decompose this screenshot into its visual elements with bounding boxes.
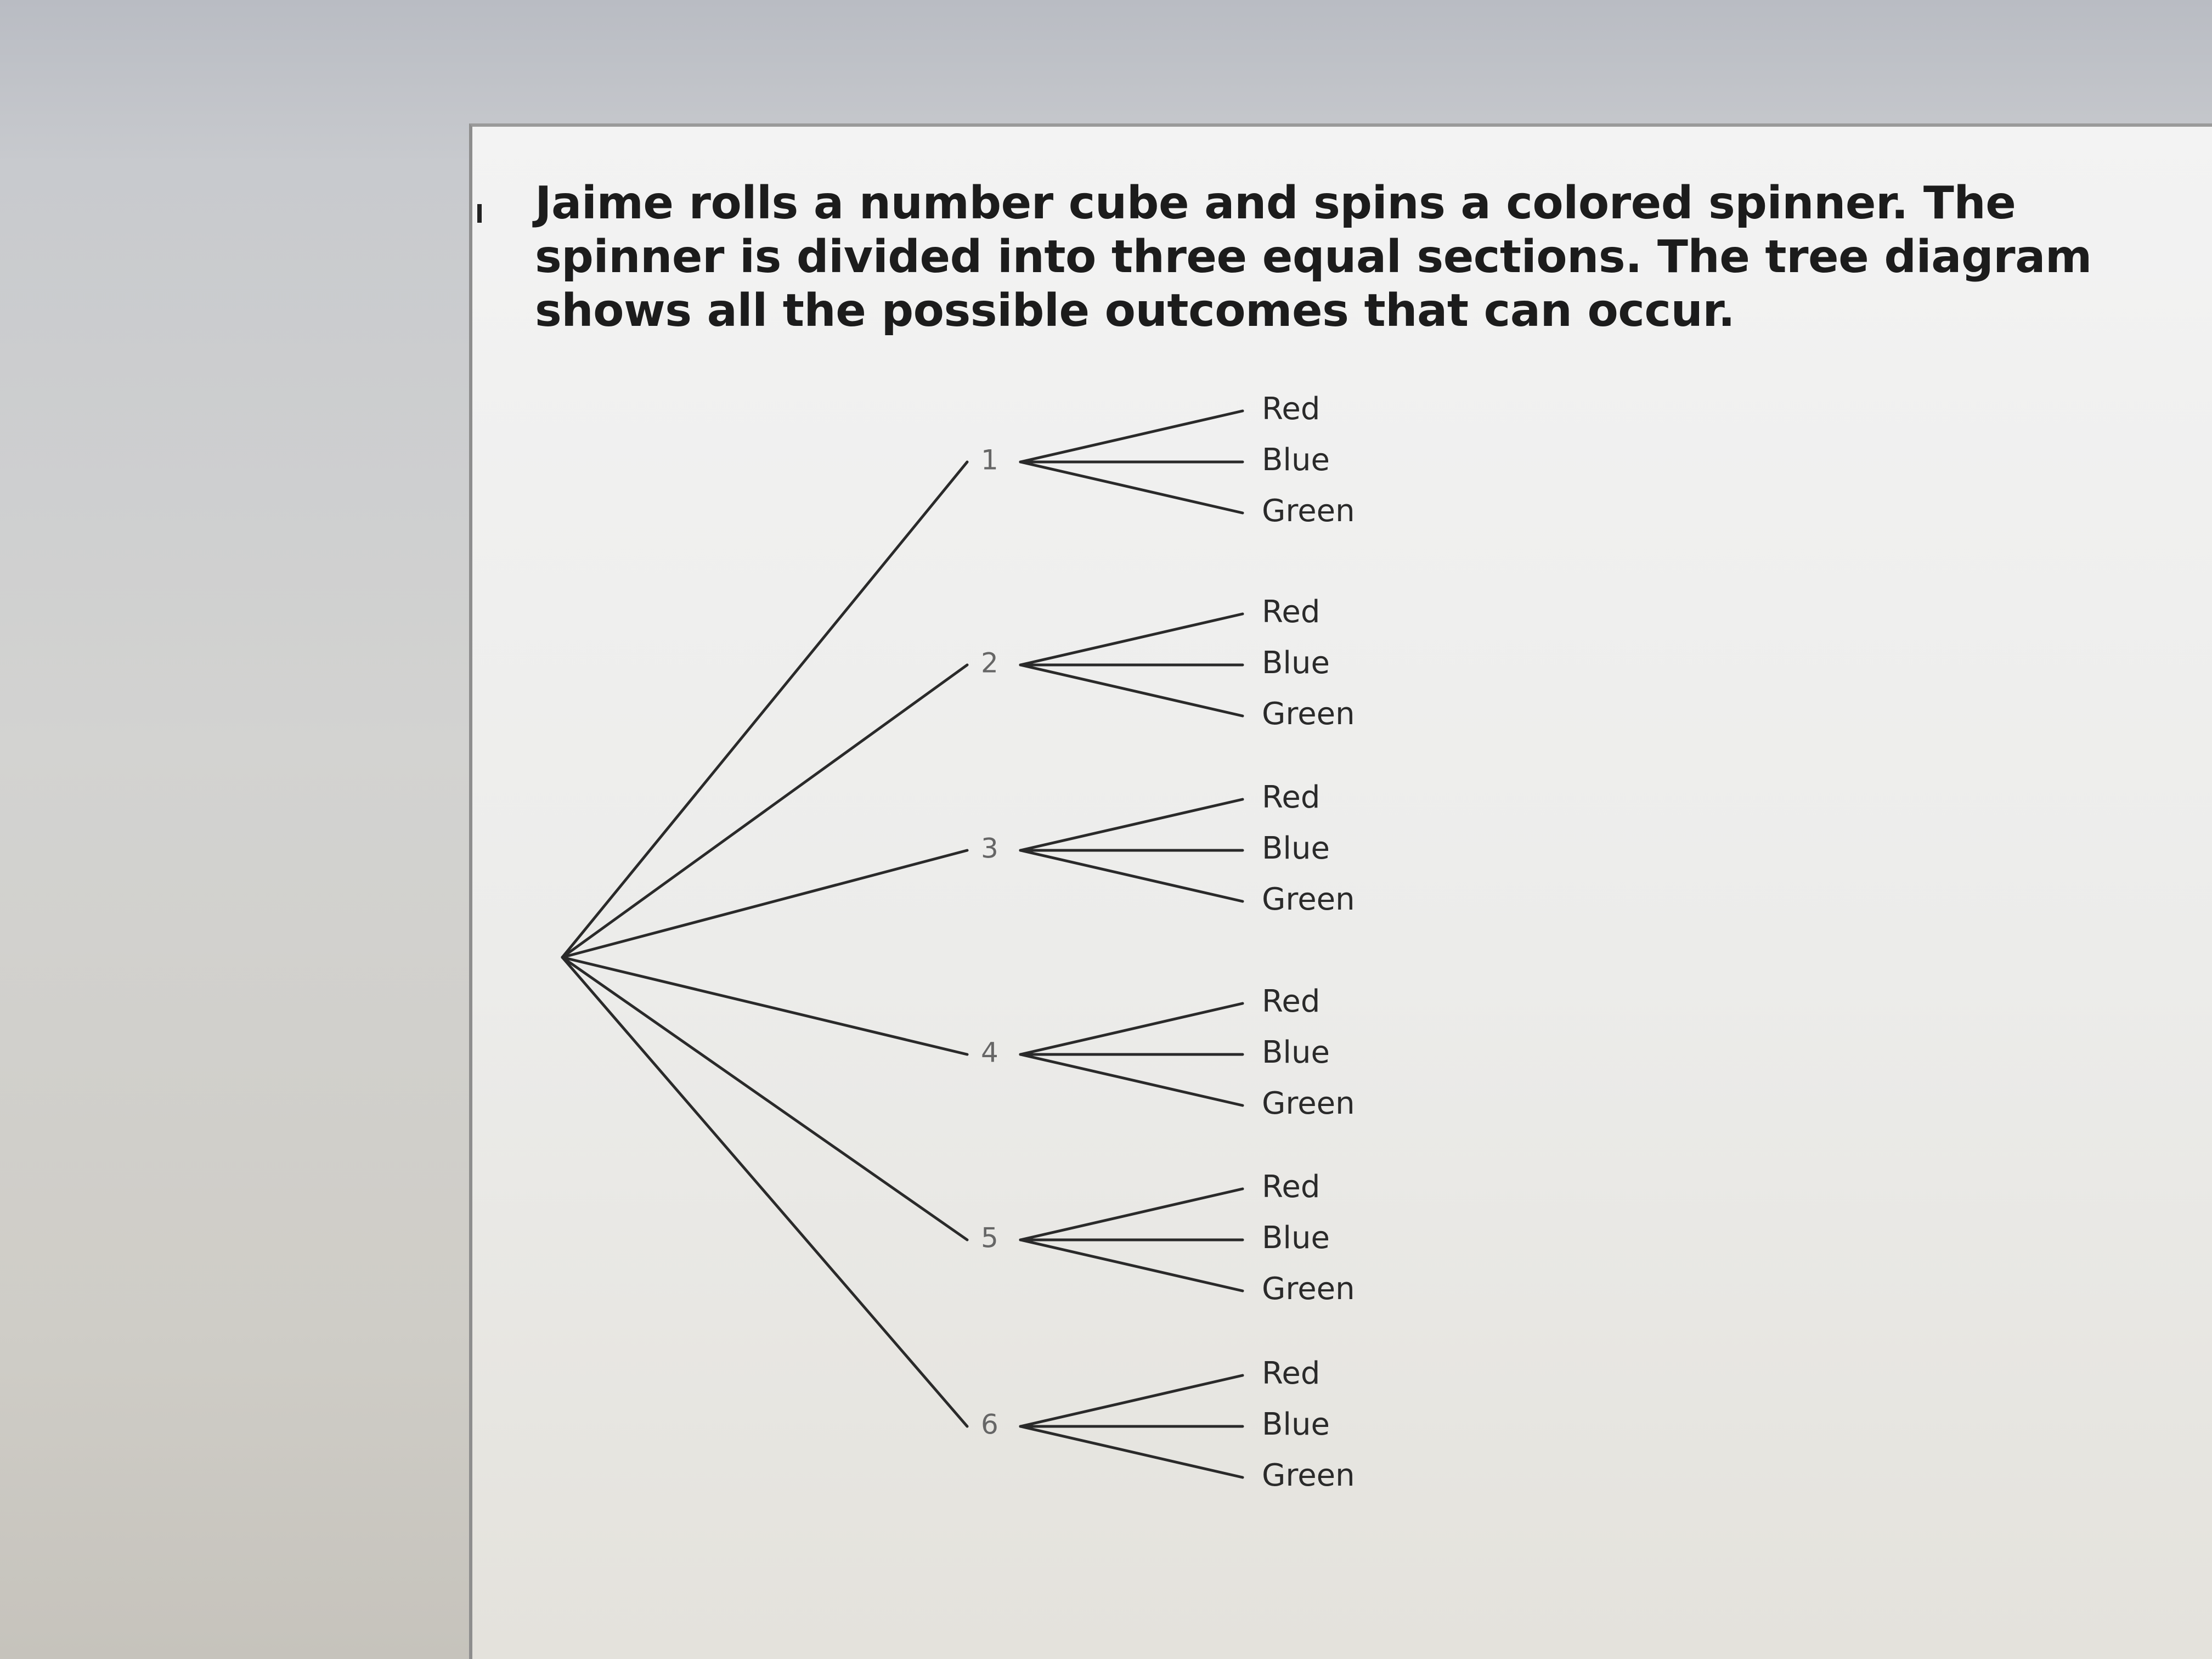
- tree-edge-6-red: [1020, 1375, 1243, 1426]
- tree-edge-1-red: [1020, 411, 1243, 462]
- tree-edge-4-green: [1020, 1054, 1243, 1105]
- tree-edge-5-red: [1020, 1189, 1243, 1240]
- tree-outcome-3-red: Red: [1262, 780, 1321, 816]
- tree-outcome-4-blue: Blue: [1262, 1035, 1330, 1071]
- tree-outcome-6-blue: Blue: [1262, 1407, 1330, 1443]
- tree-edge-3-green: [1020, 850, 1243, 901]
- tree-edge-1-green: [1020, 462, 1243, 513]
- tree-outcome-5-blue: Blue: [1262, 1220, 1330, 1256]
- tree-node-3: 3: [981, 832, 998, 865]
- tree-outcome-5-green: Green: [1262, 1271, 1355, 1307]
- tree-edge-4-red: [1020, 1003, 1243, 1054]
- tree-outcome-2-green: Green: [1262, 696, 1355, 732]
- tree-node-4: 4: [981, 1036, 998, 1069]
- tree-outcome-1-red: Red: [1262, 391, 1321, 427]
- tree-edge-root-to-4: [562, 957, 967, 1054]
- tree-outcome-4-green: Green: [1262, 1086, 1355, 1122]
- tree-outcome-6-red: Red: [1262, 1356, 1321, 1392]
- tree-edge-2-red: [1020, 614, 1243, 665]
- question-text: Jaime rolls a number cube and spins a colored spinner. The spinner is divided into three equal sections. The tree diagram shows all the possible outcomes that can occur.: [535, 177, 2092, 337]
- tree-node-6: 6: [981, 1408, 998, 1441]
- tree-node-1: 1: [981, 444, 998, 476]
- tree-outcome-2-blue: Blue: [1262, 645, 1330, 681]
- tree-node-2: 2: [981, 647, 998, 679]
- tree-outcome-1-green: Green: [1262, 493, 1355, 529]
- tree-edge-2-green: [1020, 665, 1243, 716]
- tree-outcome-3-blue: Blue: [1262, 831, 1330, 867]
- tree-node-5: 5: [981, 1222, 998, 1254]
- tree-edge-3-red: [1020, 799, 1243, 850]
- tree-outcome-6-green: Green: [1262, 1458, 1355, 1494]
- tree-edge-6-green: [1020, 1426, 1243, 1477]
- tree-outcome-2-red: Red: [1262, 594, 1321, 630]
- tree-edge-root-to-6: [562, 957, 967, 1426]
- tree-edge-root-to-5: [562, 957, 967, 1240]
- tree-outcome-5-red: Red: [1262, 1169, 1321, 1205]
- tree-outcome-1-blue: Blue: [1262, 442, 1330, 478]
- tree-edge-5-green: [1020, 1240, 1243, 1291]
- tree-edge-root-to-3: [562, 850, 967, 957]
- tree-outcome-4-red: Red: [1262, 984, 1321, 1020]
- tree-outcome-3-green: Green: [1262, 882, 1355, 918]
